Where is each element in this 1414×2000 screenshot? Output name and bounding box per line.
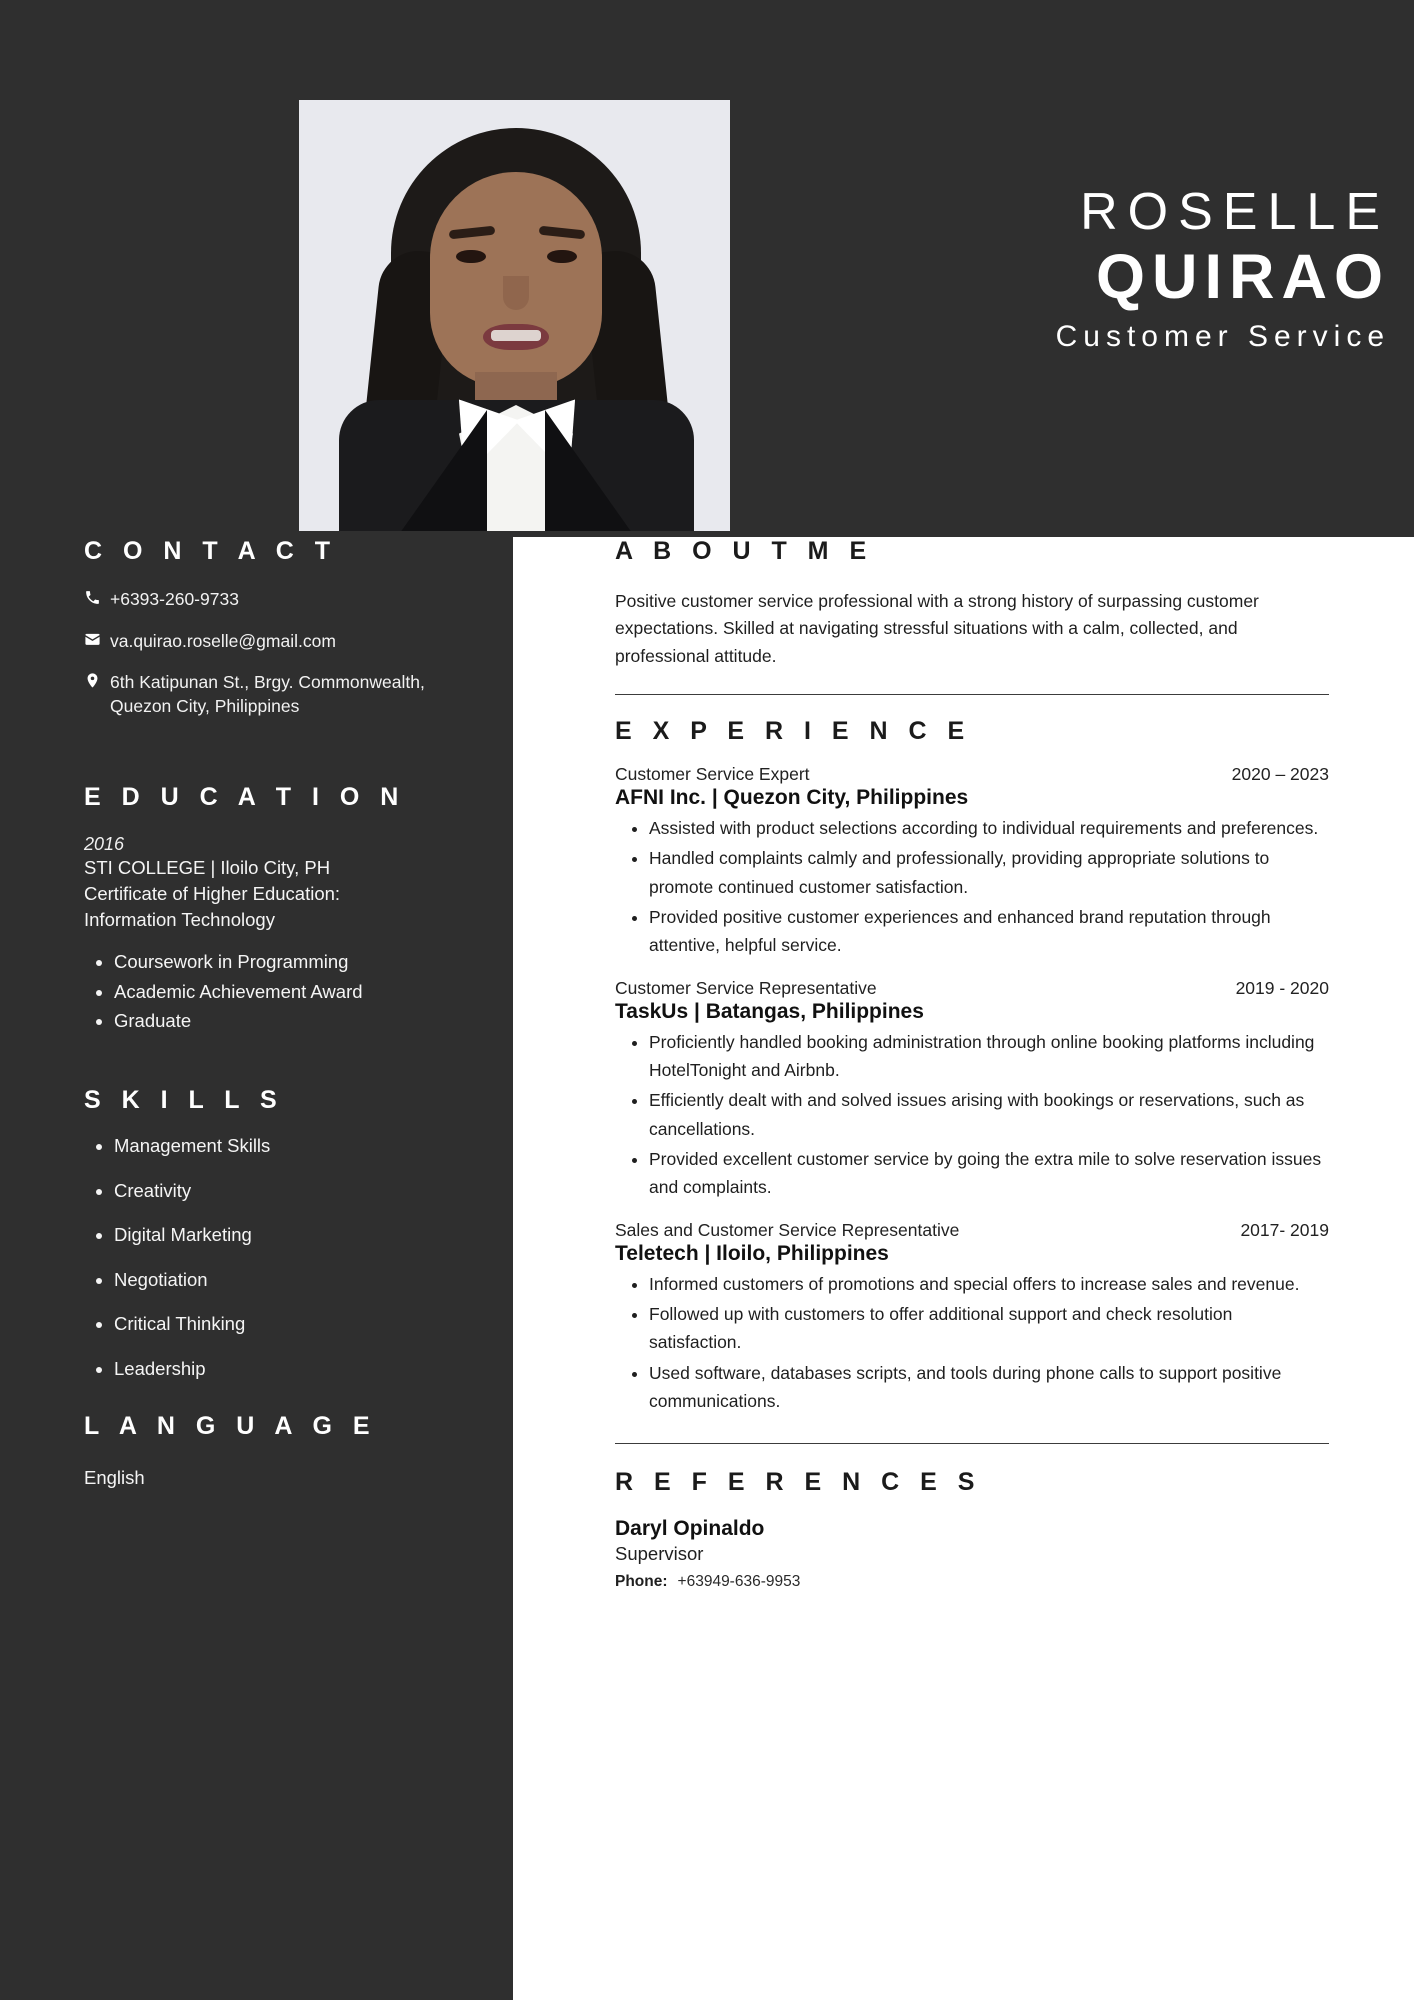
list-item: • Used software, databases scripts, and tools during phone calls to support positive communications. [649,1359,1329,1416]
experience-header [615,764,1329,785]
reference-phone-value: +63949-636-9953 [677,1573,801,1591]
education-degree-line2: Information Technology [84,909,275,931]
experience-date: 2020 – 2023 [1231,763,1329,784]
about-divider [615,694,1329,695]
references-section-title: R E F E R E N C E S [615,1468,982,1497]
education-school: STI COLLEGE | Iloilo City, PH [84,856,331,878]
photo-nose [503,276,529,310]
reference-name: Daryl Opinaldo [615,1517,765,1541]
experience-header [615,1220,1329,1241]
education-section-title: E D U C A T I O N [84,782,406,811]
list-item: • Management Skills [114,1137,453,1156]
experience-item [615,764,1329,960]
last-name: QUIRAO [1096,241,1390,312]
about-section-title: A B O U T M E [615,537,874,565]
education-year: 2016 [84,833,125,854]
list-item: • Graduate [114,1006,453,1036]
contact-address [84,671,453,718]
experience-date: 2017- 2019 [1240,1219,1329,1240]
reference-phone-label: Phone: [615,1573,668,1591]
list-item: • Digital Marketing [114,1226,453,1245]
experience-role: Customer Service Representative [615,977,877,998]
list-item: • Leadership [114,1360,453,1379]
experience-role: Customer Service Expert [615,763,810,784]
contact-address-value: 6th Katipunan St., Brgy. Commonwealth, Quezon City, Philippines [110,672,425,716]
experience-section-title: E X P E R I E N C E [615,716,972,745]
language-section-title: L A N G U A G E [84,1412,377,1441]
first-name: ROSELLE [1080,183,1390,241]
experience-date: 2019 - 2020 [1235,977,1329,998]
experience-header [615,978,1329,999]
about-body: Positive customer service professional with a strong history of surpassing customer expectations. Skilled at navigating stressful situations with a calm, collected, and professional attitude. [615,591,1259,666]
experience-points [615,1270,1329,1416]
right-column [513,537,1414,1591]
list-item: • Academic Achievement Award [114,977,453,1007]
left-column [0,537,513,1489]
experience-company: AFNI Inc. | Quezon City, Philippines [615,785,969,809]
list-item: • Provided positive customer experiences and enhanced brand reputation through attentive, helpful service. [649,903,1329,960]
photo-teeth [491,330,541,341]
experience-item [615,978,1329,1202]
list-item: • Followed up with customers to offer additional support and check resolution satisfaction. [649,1300,1329,1357]
contact-email-value: va.quirao.roselle@gmail.com [110,630,336,651]
phone-icon [84,589,110,606]
reference-role: Supervisor [615,1543,704,1565]
list-item: • Informed customers of promotions and special offers to increase sales and revenue. [649,1270,1329,1298]
name-block [740,185,1390,354]
list-item: • Provided excellent customer service by going the extra mile to solve reservation issues and complaints. [649,1145,1329,1202]
experience-points [615,814,1329,960]
reference-phone [615,1573,1329,1591]
language-value: English [84,1467,145,1489]
contact-email [84,630,453,654]
skills-section-title: S K I L L S [84,1086,284,1115]
skills-list [84,1137,453,1378]
experience-company: Teletech | Iloilo, Philippines [615,1241,889,1265]
contact-phone [84,588,453,612]
experience-points [615,1028,1329,1202]
references-divider [615,1443,1329,1444]
list-item: • Efficiently dealt with and solved issues arising with bookings or reservations, such as cancellations. [649,1086,1329,1143]
list-item: • Critical Thinking [114,1315,453,1334]
list-item: • Assisted with product selections according to individual requirements and preferences. [649,814,1329,842]
list-item: • Creativity [114,1182,453,1201]
photo-eye-right [547,250,577,263]
education-degree-line1: Certificate of Higher Education: [84,882,341,904]
photo-eye-left [456,250,486,263]
email-icon [84,631,110,648]
list-item: • Coursework in Programming [114,947,453,977]
list-item: • Proficiently handled booking administration through online booking platforms including HotelTonight and Airbnb. [649,1028,1329,1085]
job-title: Customer Service [1055,320,1390,354]
contact-list [84,588,453,719]
location-icon [84,672,110,689]
contact-phone-value: +6393-260-9733 [110,589,239,609]
experience-role: Sales and Customer Service Representative [615,1219,960,1240]
contact-section-title: C O N T A C T [84,537,338,565]
list-item: • Handled complaints calmly and professionally, providing appropriate solutions to promote continued customer satisfaction. [649,844,1329,901]
experience-company: TaskUs | Batangas, Philippines [615,999,924,1023]
profile-photo [299,100,730,531]
list-item: • Negotiation [114,1271,453,1290]
experience-item [615,1220,1329,1416]
education-points [84,947,453,1036]
